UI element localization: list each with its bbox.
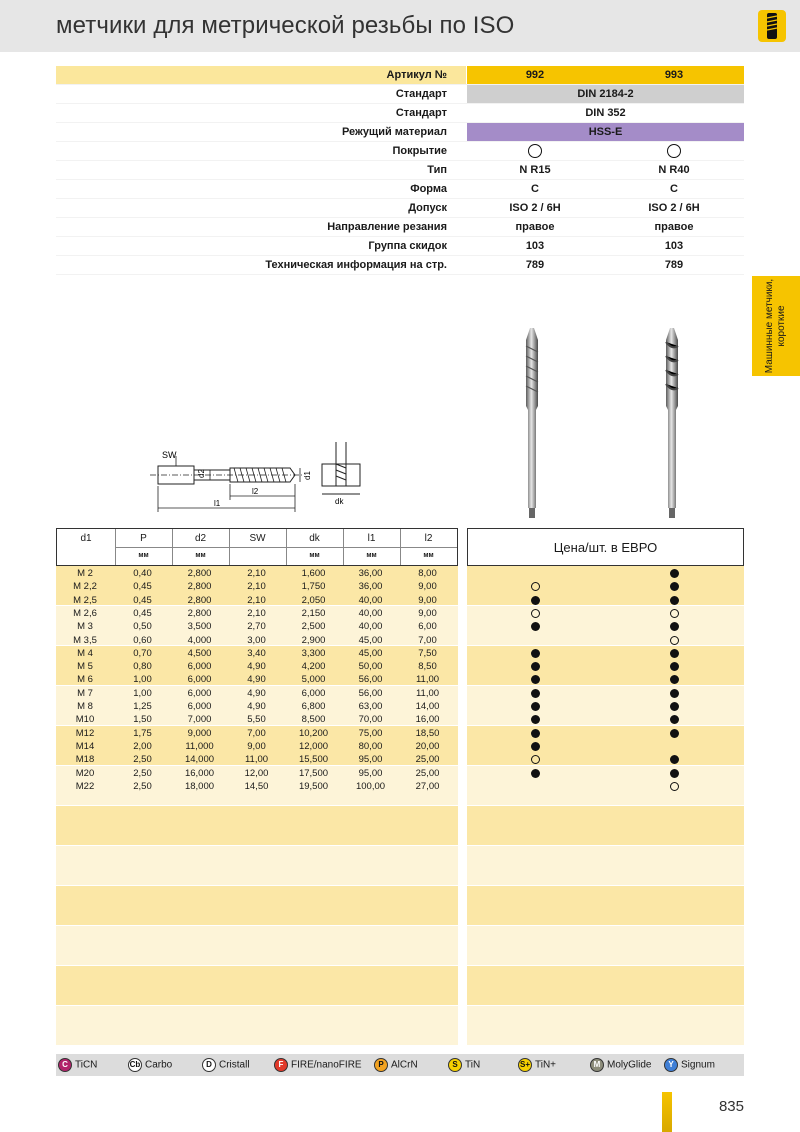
spec-label: Стандарт — [395, 107, 447, 119]
spec-label: Покрытие — [392, 145, 447, 157]
spec-label: Стандарт — [395, 88, 447, 100]
table-cell: M12 — [75, 727, 95, 739]
table-cell: 18,000 — [184, 780, 215, 792]
spec-value: 789 — [664, 259, 684, 271]
spec-value: DIN 352 — [585, 107, 626, 119]
legend-label: MolyGlide — [607, 1059, 652, 1071]
table-cell: M 2,6 — [73, 607, 97, 619]
table-cell: 14,50 — [244, 780, 269, 792]
in-stock-dot-icon[interactable] — [531, 742, 540, 751]
column-header: SW — [249, 533, 266, 544]
coating-badge-icon: Y — [664, 1058, 678, 1072]
legend-item — [448, 1058, 480, 1072]
table-band — [467, 886, 744, 925]
table-row — [56, 780, 458, 793]
legend-label: FIRE/nanoFIRE — [291, 1059, 362, 1071]
legend-label: TiN+ — [535, 1059, 557, 1071]
table-cell: 7,00 — [247, 727, 266, 739]
label-dk: dk — [335, 497, 344, 506]
table-cell: 45,00 — [358, 647, 383, 659]
table-cell: M 4 — [77, 647, 93, 659]
coating-none-icon — [528, 144, 542, 158]
label-l1: l1 — [214, 499, 221, 508]
table-band — [467, 566, 744, 605]
tap-logo-icon — [758, 10, 786, 42]
table-cell: 56,00 — [358, 674, 383, 686]
table-cell: M22 — [75, 780, 95, 792]
table-cell: 4,200 — [301, 661, 326, 673]
table-cell: 2,150 — [301, 607, 326, 619]
table-band — [467, 726, 744, 765]
in-stock-dot-icon[interactable] — [670, 689, 679, 698]
spec-value: HSS-E — [588, 126, 623, 138]
table-cell: 16,00 — [415, 714, 440, 726]
table-cell: 9,000 — [187, 727, 212, 739]
in-stock-dot-icon[interactable] — [531, 662, 540, 671]
spec-value: DIN 2184-2 — [577, 88, 634, 100]
table-cell: M14 — [75, 740, 95, 752]
column-header: d2 — [194, 533, 207, 544]
table-cell: 27,00 — [415, 780, 440, 792]
table-row — [56, 567, 458, 580]
spec-label: Тип — [427, 164, 447, 176]
table-cell: 6,00 — [418, 621, 437, 633]
spec-divider — [56, 274, 744, 275]
page-title: метчики для метрической резьбы по ISO — [56, 12, 515, 39]
coating-badge-icon: Cb — [128, 1058, 142, 1072]
table-cell: 0,60 — [133, 634, 152, 646]
legend-item — [128, 1058, 172, 1072]
table-cell: 6,000 — [187, 701, 212, 712]
coating-badge-icon: M — [590, 1058, 604, 1072]
on-request-circle-icon[interactable] — [670, 609, 679, 618]
table-cell: 100,00 — [355, 780, 386, 792]
legend-label: Cristall — [219, 1059, 250, 1071]
table-cell: 0,80 — [133, 661, 152, 673]
table-cell: 3,300 — [301, 647, 326, 659]
legend-label: TiN — [465, 1059, 481, 1071]
column-header: l1 — [367, 533, 376, 544]
table-row — [56, 620, 458, 633]
table-cell: 36,00 — [358, 581, 383, 593]
table-band — [56, 846, 458, 885]
coating-badge-icon: C — [58, 1058, 72, 1072]
table-cell: 36,00 — [358, 568, 383, 579]
table-row — [56, 753, 458, 766]
table-cell: 14,000 — [184, 754, 215, 766]
in-stock-dot-icon[interactable] — [531, 622, 540, 631]
table-row — [56, 673, 458, 686]
table-cell: 11,00 — [244, 754, 269, 766]
table-cell: 12,00 — [244, 767, 269, 779]
table-cell: 15,500 — [298, 754, 329, 766]
legend-label: Signum — [681, 1059, 715, 1071]
side-tab[interactable] — [752, 276, 800, 376]
table-row — [56, 634, 458, 647]
in-stock-dot-icon[interactable] — [531, 596, 540, 605]
table-cell: 2,10 — [247, 581, 266, 593]
table-cell: 63,00 — [358, 701, 383, 712]
table-cell: 11,00 — [415, 687, 440, 699]
in-stock-dot-icon[interactable] — [531, 769, 540, 778]
table-cell: 0,45 — [133, 607, 152, 619]
table-cell: 45,00 — [358, 634, 383, 646]
column-unit: мм — [138, 552, 149, 559]
page-number: 835 — [718, 1098, 744, 1115]
table-cell: 2,800 — [187, 581, 212, 593]
column-header: d1 — [80, 533, 92, 544]
spec-value: 789 — [525, 259, 545, 271]
table-row — [56, 740, 458, 753]
table-cell: 6,800 — [301, 701, 326, 712]
table-cell: M 2 — [77, 568, 93, 579]
in-stock-dot-icon[interactable] — [531, 649, 540, 658]
table-cell: 8,500 — [301, 714, 326, 726]
table-band — [467, 966, 744, 1005]
table-band — [467, 606, 744, 645]
tap-dimension-drawing — [150, 438, 370, 518]
label-d2: d2 — [197, 469, 206, 478]
spec-value: ISO 2 / 6H — [648, 202, 700, 214]
table-cell: 50,00 — [358, 661, 383, 673]
label-l2: l2 — [252, 487, 259, 496]
table-cell: 2,10 — [247, 594, 266, 606]
table-band — [467, 846, 744, 885]
table-cell: 70,00 — [358, 714, 383, 726]
table-cell: 6,000 — [187, 661, 212, 673]
table-cell: 1,00 — [133, 674, 152, 686]
table-cell: M10 — [75, 714, 95, 726]
table-cell: 25,00 — [415, 754, 440, 766]
in-stock-dot-icon[interactable] — [670, 622, 679, 631]
in-stock-dot-icon[interactable] — [670, 662, 679, 671]
table-cell: 56,00 — [358, 687, 383, 699]
table-band — [56, 886, 458, 925]
label-d1: d1 — [303, 471, 312, 480]
coating-badge-icon: D — [202, 1058, 216, 1072]
table-cell: 95,00 — [358, 767, 383, 779]
table-row — [56, 607, 458, 620]
spec-divider — [56, 217, 744, 218]
table-cell: 6,000 — [187, 687, 212, 699]
table-cell: 11,000 — [185, 740, 214, 752]
table-cell: 18,50 — [415, 727, 440, 739]
on-request-circle-icon[interactable] — [531, 755, 540, 764]
legend-item — [518, 1058, 556, 1072]
on-request-circle-icon[interactable] — [670, 782, 679, 791]
spec-label: Режущий материал — [341, 126, 447, 138]
in-stock-dot-icon[interactable] — [670, 769, 679, 778]
column-header: P — [140, 533, 147, 544]
tap-992-image — [512, 326, 552, 522]
table-band — [56, 966, 458, 1005]
column-header: dk — [309, 533, 320, 544]
table-cell: M 6 — [77, 674, 93, 686]
table-cell: 2,900 — [301, 634, 326, 646]
page-strip — [662, 1092, 672, 1132]
table-cell: 5,000 — [301, 674, 326, 686]
table-cell: 8,00 — [418, 568, 437, 579]
table-row — [56, 660, 458, 673]
table-cell: 8,50 — [418, 661, 437, 673]
table-cell: 3,500 — [187, 621, 212, 633]
on-request-circle-icon[interactable] — [531, 582, 540, 591]
table-cell: 1,75 — [133, 727, 152, 739]
spec-value: 993 — [664, 69, 684, 81]
table-cell: 4,90 — [247, 661, 266, 673]
in-stock-dot-icon[interactable] — [531, 689, 540, 698]
price-header — [467, 528, 744, 566]
column-header: l2 — [424, 533, 433, 544]
label-sw: SW — [162, 450, 177, 460]
spec-divider — [56, 179, 744, 180]
table-cell: 0,45 — [133, 594, 152, 606]
price-header-label: Цена/шт. в ЕВРО — [553, 540, 658, 555]
table-cell: 6,000 — [187, 674, 212, 686]
table-cell: M 2,5 — [73, 594, 97, 606]
side-tab-line: Машинные метчики, — [764, 278, 775, 374]
table-cell: 2,800 — [187, 594, 212, 606]
spec-value: N R15 — [519, 164, 551, 176]
side-tab-label — [764, 279, 788, 373]
table-cell: M 5 — [77, 661, 93, 673]
tap-993-image — [652, 326, 692, 522]
table-cell: 2,800 — [187, 607, 212, 619]
spec-label: Техническая информация на стр. — [265, 259, 447, 271]
spec-label: Группа скидок — [368, 240, 447, 252]
table-band — [467, 926, 744, 965]
table-band — [467, 1006, 744, 1045]
table-cell: 2,50 — [133, 780, 152, 792]
table-row — [56, 687, 458, 700]
table-cell: 4,90 — [247, 687, 266, 699]
table-cell: M 3 — [77, 621, 93, 633]
table-cell: 9,00 — [418, 594, 437, 606]
in-stock-dot-icon[interactable] — [531, 715, 540, 724]
legend-item — [590, 1058, 651, 1072]
spec-value: C — [531, 183, 539, 195]
table-cell: 0,50 — [133, 621, 152, 633]
spec-value: C — [670, 183, 678, 195]
coating-badge-icon: S — [448, 1058, 462, 1072]
spec-value: правое — [654, 221, 694, 233]
legend-item — [664, 1058, 715, 1072]
table-cell: 2,800 — [187, 568, 212, 579]
table-cell: 9,00 — [418, 581, 437, 593]
column-unit: мм — [366, 552, 377, 559]
table-band — [467, 686, 744, 725]
table-cell: 2,50 — [133, 754, 152, 766]
in-stock-dot-icon[interactable] — [670, 582, 679, 591]
table-cell: 9,00 — [418, 607, 437, 619]
table-cell: 0,40 — [133, 568, 152, 579]
coating-badge-icon: S+ — [518, 1058, 532, 1072]
table-cell: 5,50 — [247, 714, 266, 726]
table-band — [56, 1006, 458, 1045]
legend-item — [274, 1058, 362, 1072]
table-cell: 40,00 — [358, 621, 383, 633]
legend-label: AlCrN — [391, 1059, 418, 1071]
table-cell: 75,00 — [358, 727, 383, 739]
table-cell: 14,00 — [415, 701, 440, 712]
table-row — [56, 700, 458, 713]
in-stock-dot-icon[interactable] — [531, 729, 540, 738]
spec-label: Направление резания — [327, 221, 447, 233]
table-cell: 20,00 — [415, 740, 440, 752]
table-row — [56, 594, 458, 607]
table-cell: M 8 — [77, 701, 93, 712]
table-cell: 40,00 — [358, 607, 383, 619]
table-cell: 3,00 — [247, 634, 266, 646]
table-cell: 9,00 — [247, 740, 266, 752]
table-cell: 1,25 — [133, 701, 152, 712]
table-cell: 2,10 — [247, 607, 266, 619]
legend-item — [58, 1058, 97, 1072]
spec-value: 103 — [664, 240, 684, 252]
spec-label: Форма — [410, 183, 447, 195]
in-stock-dot-icon[interactable] — [670, 729, 679, 738]
column-unit: мм — [309, 552, 320, 559]
on-request-circle-icon[interactable] — [531, 609, 540, 618]
table-row — [56, 580, 458, 593]
spec-label: Артикул № — [386, 69, 447, 81]
coating-badge-icon: F — [274, 1058, 288, 1072]
table-cell: 3,40 — [247, 647, 266, 659]
spec-divider — [56, 198, 744, 199]
table-cell: 2,50 — [133, 767, 152, 779]
in-stock-dot-icon[interactable] — [670, 715, 679, 724]
table-cell: 2,050 — [301, 594, 326, 606]
spec-value: правое — [515, 221, 555, 233]
legend-label: Carbo — [145, 1059, 173, 1071]
spec-value: 992 — [525, 69, 545, 81]
spec-value: N R40 — [658, 164, 690, 176]
table-cell: 1,600 — [301, 568, 326, 579]
table-cell: 7,50 — [418, 647, 437, 659]
spec-divider — [56, 103, 744, 104]
in-stock-dot-icon[interactable] — [531, 702, 540, 711]
table-cell: 25,00 — [415, 767, 440, 779]
legend-item — [374, 1058, 418, 1072]
table-cell: 16,000 — [184, 767, 215, 779]
table-cell: 17,500 — [298, 767, 329, 779]
legend-label: TiCN — [75, 1059, 98, 1071]
table-header — [56, 528, 458, 566]
column-unit: мм — [195, 552, 206, 559]
table-cell: 80,00 — [358, 740, 383, 752]
table-cell: 2,70 — [247, 621, 266, 633]
table-row — [56, 727, 458, 740]
table-cell: 0,45 — [133, 581, 152, 593]
table-band — [56, 926, 458, 965]
table-band — [56, 806, 458, 845]
spec-value: ISO 2 / 6H — [509, 202, 561, 214]
coating-badge-icon: P — [374, 1058, 388, 1072]
coating-legend — [56, 1054, 744, 1076]
table-cell: 4,000 — [187, 634, 212, 646]
table-cell: M20 — [75, 767, 95, 779]
table-cell: 10,200 — [298, 727, 329, 739]
table-cell: 19,500 — [298, 780, 329, 792]
table-cell: 2,500 — [301, 621, 326, 633]
in-stock-dot-icon[interactable] — [670, 675, 679, 684]
table-cell: 7,00 — [418, 634, 437, 646]
spec-value: 103 — [525, 240, 545, 252]
table-cell: M 7 — [77, 687, 93, 699]
spec-divider — [56, 236, 744, 237]
table-cell: 4,500 — [187, 647, 212, 659]
table-cell: M 2,2 — [73, 581, 97, 593]
table-band — [467, 646, 744, 685]
spec-divider — [56, 141, 744, 142]
spec-divider — [56, 160, 744, 161]
in-stock-dot-icon[interactable] — [670, 649, 679, 658]
table-cell: 1,00 — [133, 687, 152, 699]
column-unit: мм — [423, 552, 434, 559]
spec-divider — [56, 255, 744, 256]
table-row — [56, 713, 458, 726]
on-request-circle-icon[interactable] — [670, 636, 679, 645]
table-cell: 95,00 — [358, 754, 383, 766]
table-cell: M 3,5 — [73, 634, 97, 646]
table-cell: 4,90 — [247, 701, 266, 712]
table-cell: 7,000 — [187, 714, 212, 726]
in-stock-dot-icon[interactable] — [670, 755, 679, 764]
table-cell: 40,00 — [358, 594, 383, 606]
table-cell: 2,10 — [247, 568, 266, 579]
legend-item — [202, 1058, 250, 1072]
table-row — [56, 647, 458, 660]
table-cell: 0,70 — [133, 647, 152, 659]
table-cell: 11,00 — [415, 674, 440, 686]
table-row — [56, 767, 458, 780]
in-stock-dot-icon[interactable] — [670, 569, 679, 578]
in-stock-dot-icon[interactable] — [670, 702, 679, 711]
table-cell: 1,50 — [133, 714, 152, 726]
table-band — [467, 766, 744, 805]
in-stock-dot-icon[interactable] — [531, 675, 540, 684]
spec-label: Допуск — [408, 202, 447, 214]
table-cell: 12,000 — [298, 740, 329, 752]
table-cell: 6,000 — [301, 687, 326, 699]
table-cell: 4,90 — [247, 674, 266, 686]
table-cell: M18 — [75, 754, 95, 766]
side-tab-line: короткие — [776, 305, 787, 347]
in-stock-dot-icon[interactable] — [670, 596, 679, 605]
table-cell: 1,750 — [301, 581, 326, 593]
table-cell: 2,00 — [133, 740, 152, 752]
table-band — [467, 806, 744, 845]
coating-none-icon — [667, 144, 681, 158]
